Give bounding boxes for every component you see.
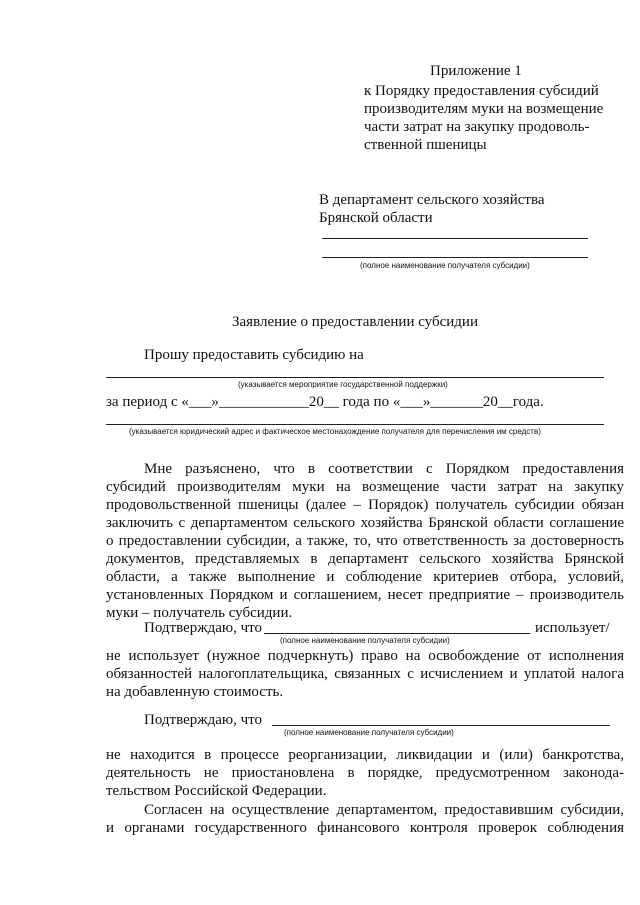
paragraph-line: заключить с департаментом сельского хозяйства Брянской области соглашение <box>106 515 624 531</box>
paragraph-line: документов, представляемых в департамент сельского хозяйства Брянской <box>106 551 624 567</box>
addressee-blank-1 <box>322 238 588 239</box>
request-period: за период с «___»____________20__ года по «___»_______20__года. <box>106 394 544 410</box>
paragraph-line: о предоставлении субсидии, а также, то, что ответственность за достоверность <box>106 533 624 549</box>
paragraph-line: продовольственной пшеницы (далее – Порядок) получатель субсидии обязан <box>106 497 624 513</box>
addressee-blank-2 <box>322 257 588 258</box>
address-blank <box>106 424 604 425</box>
appendix-line-2: производителям муки на возмещение <box>364 101 604 117</box>
confirm1-blank <box>264 633 530 634</box>
paragraph-line: тельством Российской Федерации. <box>106 783 327 799</box>
appendix-line-3: части затрат на закупку продоволь- <box>364 119 590 135</box>
appendix-title: Приложение 1 <box>430 63 522 79</box>
request-caption-2: (указывается юридический адрес и фактическое местонахождение получателя для перечисления им средств) <box>129 427 541 436</box>
addressee-caption: (полное наименование получателя субсидии) <box>360 261 530 270</box>
document-heading: Заявление о предоставлении субсидии <box>232 314 478 330</box>
paragraph-line: области, а также выполнение и соблюдение критериев отбора, условий, <box>106 569 624 585</box>
paragraph-line: Мне разъяснено, что в соответствии с Порядком предоставления <box>144 461 624 477</box>
paragraph-line: не находится в процессе реорганизации, ликвидации и (или) банкротства, <box>106 747 624 763</box>
paragraph-line: установленных Порядком и соглашением, несет предприятие – производитель <box>106 587 624 603</box>
paragraph-line: обязанностей налогоплательщика, связанных с исчислением и уплатой налога <box>106 666 624 682</box>
confirm1-caption: (полное наименование получателя субсидии) <box>280 636 450 645</box>
confirm2-blank <box>272 725 610 726</box>
paragraph-line: субсидий производителям муки на возмещение части затрат на закупку <box>106 479 624 495</box>
confirm1-suffix: использует/ <box>535 620 610 636</box>
paragraph-line: Согласен на осуществление департаментом, предоставившим субсидии, <box>144 802 624 818</box>
appendix-line-4: ственной пшеницы <box>364 137 487 153</box>
paragraph-line: не использует (нужное подчеркнуть) право на освобождение от исполнения <box>106 648 624 664</box>
addressee-line-1: В департамент сельского хозяйства <box>319 192 545 208</box>
request-caption-1: (указывается мероприятие государственной поддержки) <box>238 380 448 389</box>
paragraph-explained <box>106 460 624 622</box>
confirm1-prefix: Подтверждаю, что <box>144 620 263 636</box>
addressee-line-2: Брянской области <box>319 210 433 226</box>
confirm2-prefix: Подтверждаю, что <box>144 712 263 728</box>
paragraph-line: на добавленную стоимость. <box>106 684 284 700</box>
paragraph-line: муки – получатель субсидии. <box>106 605 293 621</box>
request-blank <box>106 377 604 378</box>
paragraph-line: и органами государственного финансового контроля проверок соблюдения <box>106 820 624 836</box>
paragraph-line: деятельность не приостановлена в порядке, предусмотренном законода- <box>106 765 624 781</box>
appendix-line-1: к Порядку предоставления субсидий <box>364 83 599 99</box>
confirm1-text <box>106 647 624 701</box>
confirm2-text <box>106 746 624 800</box>
confirm2-caption: (полное наименование получателя субсидии) <box>284 728 454 737</box>
paragraph-consent <box>106 801 624 837</box>
request-text: Прошу предоставить субсидию на <box>144 347 364 363</box>
